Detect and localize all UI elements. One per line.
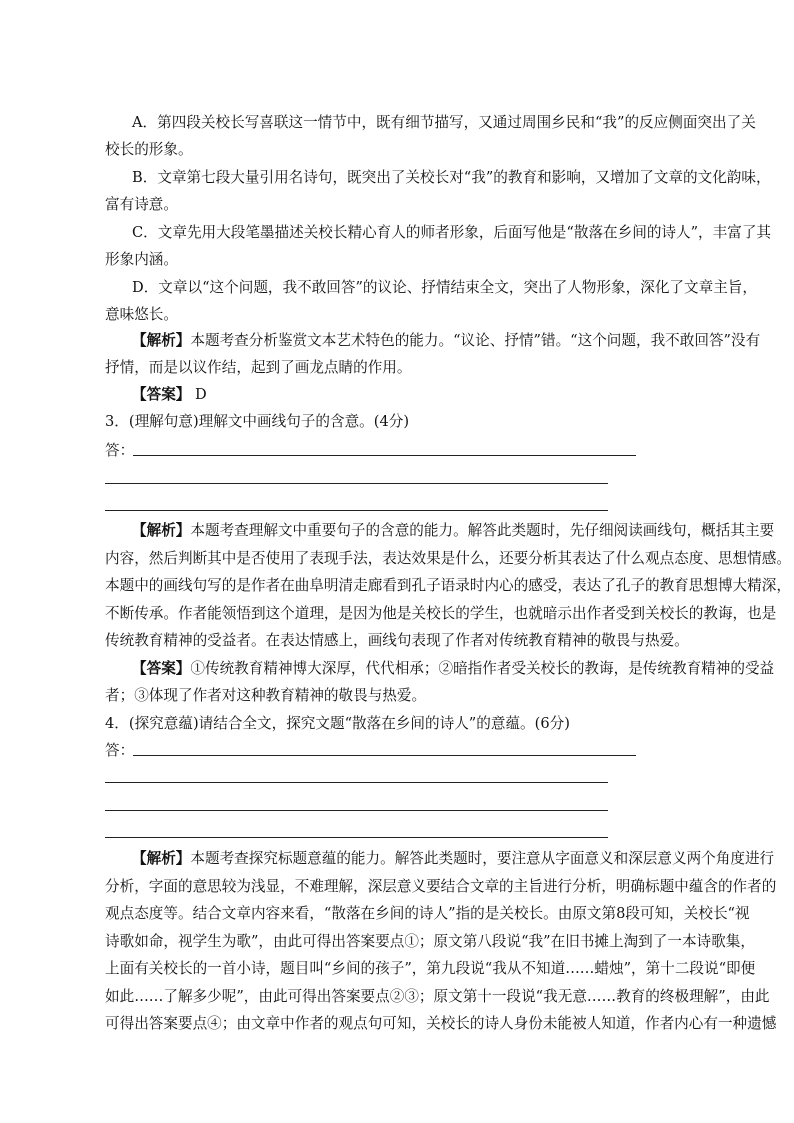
q2-answer-text: D: [195, 386, 207, 403]
answer-tag: 【答案】: [132, 660, 191, 677]
q2-answer-line: [132, 384, 715, 406]
q3-analysis-line-4: 不断传承。作者能领悟到这个道理，是因为他是关校长的学生，也就暗示出作者受到关校长的教诲，也是: [105, 605, 777, 622]
q4-answer-blank-3[interactable]: [105, 810, 608, 811]
q3-answer-line-1: [132, 658, 775, 680]
q4-answer-label: 答：: [105, 742, 135, 759]
answer-tag: 【答案】: [132, 386, 191, 403]
option-c-line-2: 形象内涵。: [105, 251, 178, 268]
q3-answer-line-2: 者；③体现了作者对这种教育精神的敬畏与热爱。: [105, 687, 427, 704]
q4-analysis-line-2: 分析，字面的意思较为浅显，不难理解，深层意义要结合文章的主旨进行分析，明确标题中蕴含的作者的: [105, 878, 777, 895]
q4-analysis-line-7: 可得出答案要点④；由文章中作者的观点句可知，关校长的诗人身份未能被人知道，作者内心有一种遗憾: [105, 1015, 777, 1032]
q3-answer-blank-3[interactable]: [105, 510, 608, 511]
option-d-line-2: 意味悠长。: [105, 306, 178, 323]
option-a-line-1: A．第四段关校长写喜联这一情节中，既有细节描写，又通过周围乡民和“我”的反应侧面突出了关: [132, 114, 756, 131]
q3-answer-blank-2[interactable]: [105, 483, 608, 484]
q4-analysis-line-1: [132, 848, 775, 870]
analysis-tag: 【解析】: [132, 850, 191, 867]
q3-answer-text-1: ①传统教育精神博大深厚，代代相承；②暗指作者受关校长的教诲，是传统教育精神的受益: [190, 660, 775, 677]
q3-analysis-line-5: 传统教育精神的受益者。在表达情感上，画线句表现了作者对传统教育精神的敬畏与热爱。: [105, 632, 689, 649]
q3-analysis-line-2: 内容，然后判断其中是否使用了表现手法，表达效果是什么，还要分析其表达了什么观点态度、思想情感。: [105, 550, 791, 567]
q4-analysis-text-1: 本题考查探究标题意蕴的能力。解答此类题时，要注意从字面意义和深层意义两个角度进行: [190, 850, 775, 867]
q3-answer-label: 答：: [105, 442, 135, 459]
option-b-line-2: 富有诗意。: [105, 196, 178, 213]
q3-analysis-text-1: 本题考查理解文中重要句子的含意的能力。解答此类题时，先仔细阅读画线句，概括其主要: [190, 522, 775, 539]
q3-analysis-line-1: [132, 520, 775, 542]
q4-analysis-line-5: 上面有关校长的一首小诗，题目叫“乡间的孩子”，第九段说“我从不知道……蜡烛”，第十二段说“即便: [105, 960, 756, 977]
q4-analysis-line-3: 观点态度等。结合文章内容来看，“散落在乡间的诗人”指的是关校长。由原文第8段可知，关校长“视: [105, 905, 750, 922]
q2-analysis-text-1: 本题考查分析鉴赏文本艺术特色的能力。“议论、抒情”错。“这个问题，我不敢回答”没有: [190, 332, 761, 349]
q3-question: 3．(理解句意)理解文中画线句子的含意。(4分): [105, 413, 410, 430]
q4-analysis-line-4: 诗歌如命，视学生为歌”，由此可得出答案要点①；原文第八段说“我”在旧书摊上淘到了一本诗歌集，: [105, 933, 755, 950]
analysis-tag: 【解析】: [132, 332, 191, 349]
q2-analysis-line-1: [132, 330, 761, 352]
q3-answer-blank-1[interactable]: [133, 455, 636, 456]
q4-analysis-line-6: 如此……了解多少呢”，由此可得出答案要点②③；原文第十一段说“我无意……教育的终极理解”，由此: [105, 988, 770, 1005]
q4-answer-blank-1[interactable]: [133, 755, 636, 756]
option-c-line-1: C．文章先用大段笔墨描述关校长精心育人的师者形象，后面写他是“散落在乡间的诗人”，丰富了其: [132, 224, 772, 241]
option-a-line-2: 校长的形象。: [105, 141, 193, 158]
q4-answer-blank-4[interactable]: [105, 837, 608, 838]
q4-answer-blank-2[interactable]: [105, 782, 608, 783]
option-b-line-1: B．文章第七段大量引用名诗句，既突出了关校长对“我”的教育和影响，又增加了文章的文化韵味，: [132, 169, 771, 186]
q3-analysis-line-3: 本题中的画线句写的是作者在曲阜明清走廊看到孔子语录时内心的感受，表达了孔子的教育思想博大精深，: [105, 577, 791, 594]
q4-question: 4．(探究意蕴)请结合全文，探究文题“散落在乡间的诗人”的意蕴。(6分): [105, 715, 570, 732]
option-d-line-1: D．文章以“这个问题，我不敢回答”的议论、抒情结束全文，突出了人物形象，深化了文章主旨，: [132, 279, 757, 296]
q2-analysis-line-2: 抒情，而是以议作结，起到了画龙点睛的作用。: [105, 359, 412, 376]
analysis-tag: 【解析】: [132, 522, 191, 539]
